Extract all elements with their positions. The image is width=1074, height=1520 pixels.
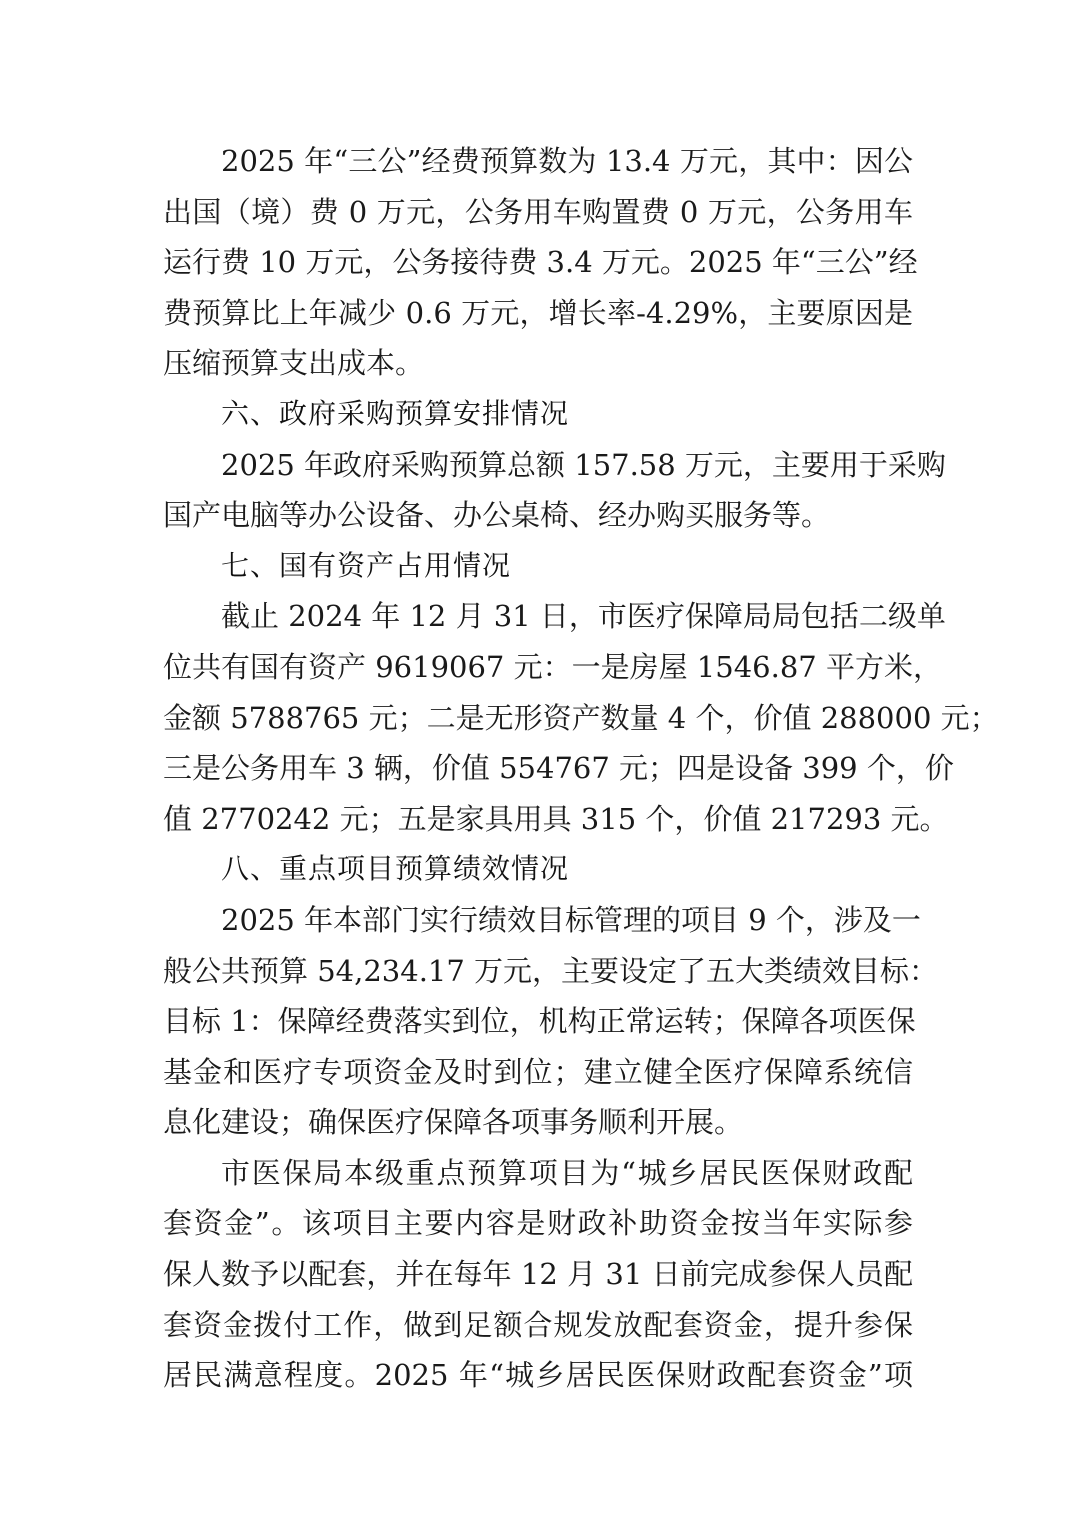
paragraph-line: 压缩预算支出成本。: [163, 346, 425, 381]
document-body: [163, 136, 999, 1401]
section-heading: 七、国有资产占用情况: [221, 548, 512, 582]
paragraph-line: 般公共预算 54,234.17 万元，主要设定了五大类绩效目标：: [163, 953, 939, 988]
section-heading: 八、重点项目预算绩效情况: [221, 852, 570, 886]
section-heading: 六、政府采购预算安排情况: [221, 396, 570, 430]
paragraph-line: 目标 1：保障经费落实到位，机构正常运转；保障各项医保: [163, 1004, 916, 1039]
paragraph-line: 基金和医疗专项资金及时到位；建立健全医疗保障系统信: [163, 1054, 913, 1089]
paragraph-line: 运行费 10 万元，公务接待费 3.4 万元。2025 年“三公”经: [163, 245, 918, 280]
paragraph-line: 出国（境）费 0 万元，公务用车购置费 0 万元，公务用车: [163, 194, 913, 229]
paragraph-line: 2025 年“三公”经费预算数为 13.4 万元，其中：因公: [221, 144, 913, 178]
paragraph-line: 值 2770242 元；五是家具用具 315 个，价值 217293 元。: [163, 801, 949, 836]
paragraph-line: 金额 5788765 元；二是无形资产数量 4 个，价值 288000 元；: [163, 700, 999, 735]
paragraph-line: 市医保局本级重点预算项目为“城乡居民医保财政配: [221, 1155, 913, 1190]
paragraph-line: 2025 年本部门实行绩效目标管理的项目 9 个，涉及一: [221, 902, 921, 937]
paragraph-line: 保人数予以配套，并在每年 12 月 31 日前完成参保人员配: [163, 1257, 913, 1292]
paragraph-line: 2025 年政府采购预算总额 157.58 万元，主要用于采购: [221, 447, 946, 482]
paragraph-line: 费预算比上年减少 0.6 万元，增长率-4.29%，主要原因是: [163, 295, 913, 330]
paragraph-line: 居民满意程度。2025 年“城乡居民医保财政配套资金”项: [163, 1358, 913, 1393]
paragraph-line: 三是公务用车 3 辆，价值 554767 元；四是设备 399 个，价: [163, 751, 954, 786]
paragraph-line: 套资金”。该项目主要内容是财政补助资金按当年实际参: [163, 1206, 913, 1241]
paragraph-line: 截止 2024 年 12 月 31 日，市医疗保障局局包括二级单: [221, 599, 946, 634]
paragraph-line: 位共有国有资产 9619067 元：一是房屋 1546.87 平方米，: [163, 649, 942, 684]
paragraph-line: 国产电脑等办公设备、办公桌椅、经办购买服务等。: [163, 498, 831, 533]
paragraph-line: 套资金拨付工作，做到足额合规发放配套资金，提升参保: [163, 1307, 913, 1342]
paragraph-line: 息化建设；确保医疗保障各项事务顺利开展。: [163, 1105, 744, 1140]
